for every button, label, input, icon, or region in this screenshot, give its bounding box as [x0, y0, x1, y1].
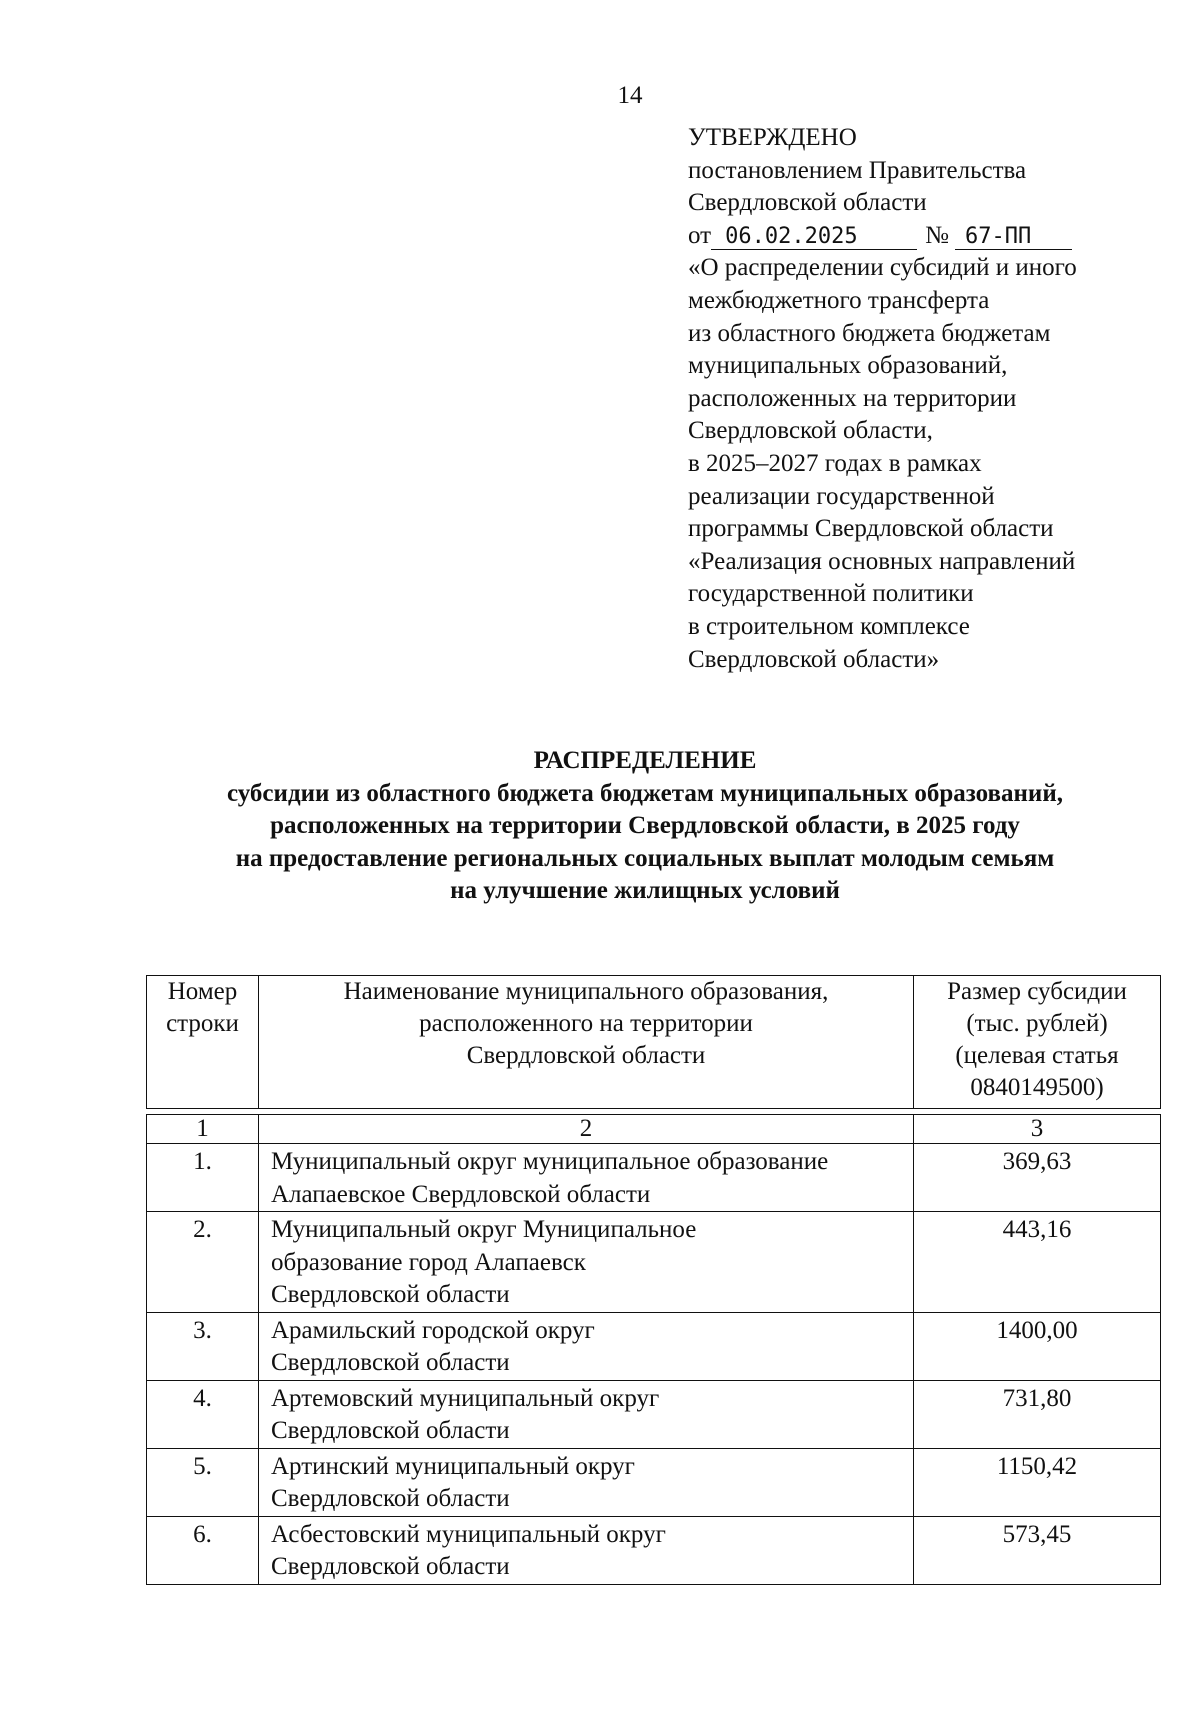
header-cell-number — [147, 976, 259, 1109]
table-row — [147, 1212, 1161, 1313]
header-text: Номер — [167, 978, 238, 1005]
name-line: Свердловской области — [271, 1553, 510, 1580]
header-cell-name — [259, 976, 914, 1109]
subsidy-amount: 443,16 — [914, 1212, 1161, 1313]
document-heading — [120, 745, 1170, 908]
subsidy-amount: 731,80 — [914, 1380, 1161, 1448]
header-text: Наименование муниципального образования, — [343, 978, 829, 1005]
name-line: Муниципальный округ Муниципальное — [271, 1216, 697, 1243]
number-prefix: № — [925, 221, 949, 249]
table-row — [147, 1516, 1161, 1584]
header-text: Свердловской области — [466, 1042, 706, 1069]
header-text: Размер субсидии — [947, 978, 1127, 1005]
heading-line: субсидии из областного бюджета бюджетам муниципальных образований, — [227, 779, 1063, 807]
subject-line: в строительном комплексе — [688, 612, 970, 640]
subject-line: государственной политики — [688, 580, 974, 608]
heading-line: расположенных на территории Свердловской области, в 2025 году — [270, 812, 1020, 839]
subject-line: «О распределении субсидий и иного — [688, 254, 1077, 282]
heading-line: на улучшение жилищных условий — [450, 877, 840, 904]
heading-title: РАСПРЕДЕЛЕНИЕ — [533, 747, 757, 774]
subject-line: из областного бюджета бюджетам — [688, 319, 1051, 347]
subject-line: «Реализация основных направлений — [688, 547, 1076, 575]
name-line: Свердловской области — [271, 1349, 510, 1376]
header-text: расположенного на территории — [419, 1010, 753, 1037]
subject-line: расположенных на территории — [688, 384, 1017, 412]
table-row — [147, 1448, 1161, 1516]
name-line: Артинский муниципальный округ — [271, 1452, 635, 1480]
municipality-name — [259, 1516, 914, 1584]
approval-title: УТВЕРЖДЕНО — [688, 124, 857, 151]
subject-line: реализации государственной — [688, 482, 995, 510]
name-line: Свердловской области — [271, 1485, 510, 1512]
municipality-name — [259, 1448, 914, 1516]
row-number: 1. — [147, 1144, 259, 1212]
header-text: (тыс. рублей) — [966, 1010, 1108, 1037]
column-number-row — [147, 1115, 1161, 1144]
subsidy-amount: 1150,42 — [914, 1448, 1161, 1516]
subsidy-amount: 369,63 — [914, 1144, 1161, 1212]
approval-block — [688, 122, 1077, 676]
subsidy-table — [146, 1114, 1161, 1585]
approval-line-2: Свердловской области — [688, 189, 927, 217]
subject-line: муниципальных образований, — [688, 352, 1008, 380]
name-line: образование город Алапаевск — [271, 1248, 586, 1276]
row-number: 5. — [147, 1448, 259, 1516]
municipality-name — [259, 1144, 914, 1212]
date-prefix: от — [688, 221, 712, 249]
row-number: 4. — [147, 1380, 259, 1448]
heading-line: на предоставление региональных социальных выплат молодым семьям — [235, 844, 1055, 872]
header-text: строки — [166, 1010, 239, 1037]
table-row — [147, 1144, 1161, 1212]
subject-line: Свердловской области, — [688, 417, 933, 445]
column-number: 1 — [147, 1115, 259, 1144]
municipality-name — [259, 1380, 914, 1448]
header-cell-amount — [914, 976, 1161, 1109]
subject-line: Свердловской области» — [688, 645, 940, 673]
table-header — [146, 975, 1161, 1109]
name-line: Свердловской области — [271, 1417, 510, 1444]
approval-line-1: постановлением Правительства — [688, 156, 1027, 184]
subject-line: программы Свердловской области — [688, 515, 1054, 543]
header-text: (целевая статья — [955, 1042, 1119, 1069]
approval-date: 06.02.2025 — [711, 225, 917, 250]
name-line: Арамильский городской округ — [271, 1316, 595, 1344]
row-number: 6. — [147, 1516, 259, 1584]
name-line: Артемовский муниципальный округ — [271, 1384, 660, 1412]
name-line: Алапаевское Свердловской области — [271, 1180, 651, 1208]
municipality-name — [259, 1212, 914, 1313]
table-row — [147, 1312, 1161, 1380]
municipality-name — [259, 1312, 914, 1380]
name-line: Асбестовский муниципальный округ — [271, 1520, 666, 1548]
name-line: Свердловской области — [271, 1281, 510, 1308]
table-row — [147, 1380, 1161, 1448]
row-number: 2. — [147, 1212, 259, 1313]
page-number: 14 — [617, 82, 643, 109]
name-line: Муниципальный округ муниципальное образование — [271, 1148, 829, 1175]
column-number: 3 — [914, 1115, 1161, 1144]
header-text: 0840149500) — [970, 1074, 1104, 1101]
approval-date-number-line — [688, 220, 1077, 253]
column-number: 2 — [259, 1115, 914, 1144]
subsidy-amount: 573,45 — [914, 1516, 1161, 1584]
subsidy-amount: 1400,00 — [914, 1312, 1161, 1380]
row-number: 3. — [147, 1312, 259, 1380]
subject-line: в 2025–2027 годах в рамках — [688, 449, 982, 477]
subject-line: межбюджетного трансферта — [688, 286, 990, 314]
approval-number: 67-ПП — [955, 225, 1072, 250]
